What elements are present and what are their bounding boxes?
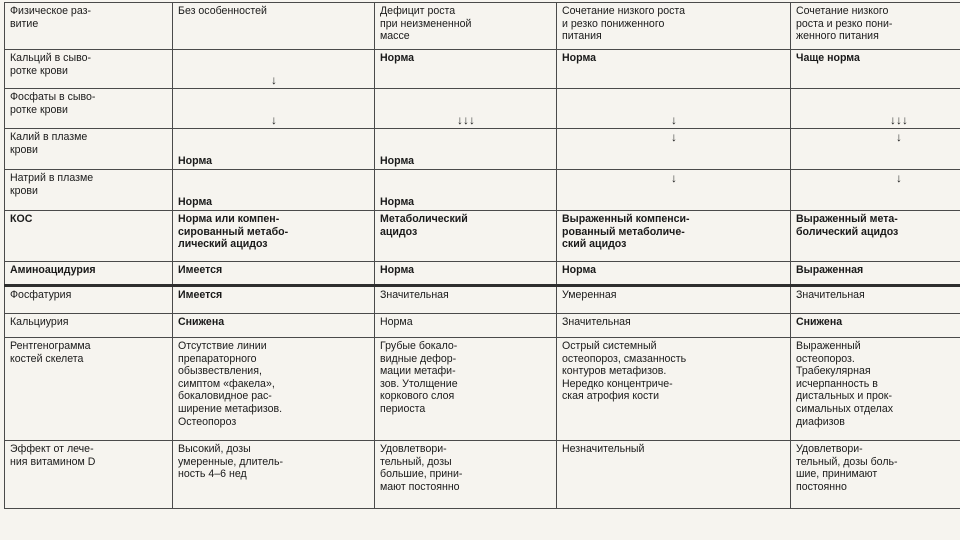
table-cell: Чаще норма: [791, 50, 960, 89]
table-row: [5, 286, 960, 314]
row-label: Эффект от лече- ния витамином D: [5, 441, 173, 509]
table-cell: ↓: [173, 89, 375, 129]
table-cell: ↓: [791, 129, 960, 170]
table-row: [5, 50, 960, 89]
table-cell: Норма: [557, 50, 791, 89]
table-cell: ↓↓↓: [791, 89, 960, 129]
table-row: [5, 129, 960, 170]
table-cell: ↓: [173, 50, 375, 89]
table-cell: Имеется: [173, 262, 375, 286]
table-row: [5, 170, 960, 211]
table-cell: Выраженный остеопороз. Трабекулярная исчерпанность в дистальных и прок- симальных отделах диафизов: [791, 338, 960, 441]
table-cell: Удовлетвори- тельный, дозы боль- шие, принимают постоянно: [791, 441, 960, 509]
table-cell: Метаболический ацидоз: [375, 211, 557, 262]
header-cell: Сочетание низкого роста и резко пониженного питания: [557, 3, 791, 50]
table-cell: Норма: [375, 314, 557, 338]
table-cell: Значительная: [791, 286, 960, 314]
header-cell: Без особенностей: [173, 3, 375, 50]
table-cell: Отсутствие линии препараторного обызвествления, симптом «факела», бокаловидное рас- ширение метафизов. Остеопороз: [173, 338, 375, 441]
row-label: Кальций в сыво- ротке крови: [5, 50, 173, 89]
table-cell: Значительная: [375, 286, 557, 314]
table-cell: ↓↓↓: [375, 89, 557, 129]
table-row: [5, 262, 960, 286]
table-cell: Выраженная: [791, 262, 960, 286]
table-row: [5, 314, 960, 338]
table-cell: ↓: [557, 129, 791, 170]
table-row: [5, 338, 960, 441]
table-cell: Норма: [375, 170, 557, 211]
table-cell: Грубые бокало- видные дефор- мации метафи- зов. Утолщение коркового слоя периоста: [375, 338, 557, 441]
table-cell: Норма: [375, 129, 557, 170]
row-label: Фосфаты в сыво- ротке крови: [5, 89, 173, 129]
table-cell: Снижена: [173, 314, 375, 338]
row-label: КОС: [5, 211, 173, 262]
row-label: Аминоацидурия: [5, 262, 173, 286]
row-label: Фосфатурия: [5, 286, 173, 314]
table-cell: ↓: [791, 170, 960, 211]
table-cell: Норма: [375, 50, 557, 89]
table-cell: Высокий, дозы умеренные, длитель- ность 4–6 нед: [173, 441, 375, 509]
table-cell: Незначительный: [557, 441, 791, 509]
table-cell: Выраженный мета- болический ацидоз: [791, 211, 960, 262]
row-label: Калий в плазме крови: [5, 129, 173, 170]
table-row: [5, 211, 960, 262]
header-cell: Дефицит роста при неизмененной массе: [375, 3, 557, 50]
table-cell: Значительная: [557, 314, 791, 338]
header-cell: Физическое раз- витие: [5, 3, 173, 50]
table-cell: Норма: [375, 262, 557, 286]
row-label: Натрий в плазме крови: [5, 170, 173, 211]
table-cell: Снижена: [791, 314, 960, 338]
table-row-header: [5, 3, 960, 50]
comparison-table: [4, 2, 960, 509]
table-cell: Удовлетвори- тельный, дозы большие, прини- мают постоянно: [375, 441, 557, 509]
table-cell: ↓: [557, 170, 791, 211]
table-cell: Выраженный компенси- рованный метаболиче- ский ацидоз: [557, 211, 791, 262]
header-cell: Сочетание низкого роста и резко пони- женного питания: [791, 3, 960, 50]
table-cell: ↓: [557, 89, 791, 129]
row-label: Рентгенограмма костей скелета: [5, 338, 173, 441]
table-row: [5, 441, 960, 509]
table-cell: Норма: [173, 170, 375, 211]
table-cell: Умеренная: [557, 286, 791, 314]
table-cell: Имеется: [173, 286, 375, 314]
table-cell: Норма: [557, 262, 791, 286]
table-cell: Норма: [173, 129, 375, 170]
table-row: [5, 89, 960, 129]
table-cell: Норма или компен- сированный метабо- лический ацидоз: [173, 211, 375, 262]
table-cell: Острый системный остеопороз, смазанность контуров метафизов. Нередко концентриче- ская атрофия кости: [557, 338, 791, 441]
row-label: Кальциурия: [5, 314, 173, 338]
